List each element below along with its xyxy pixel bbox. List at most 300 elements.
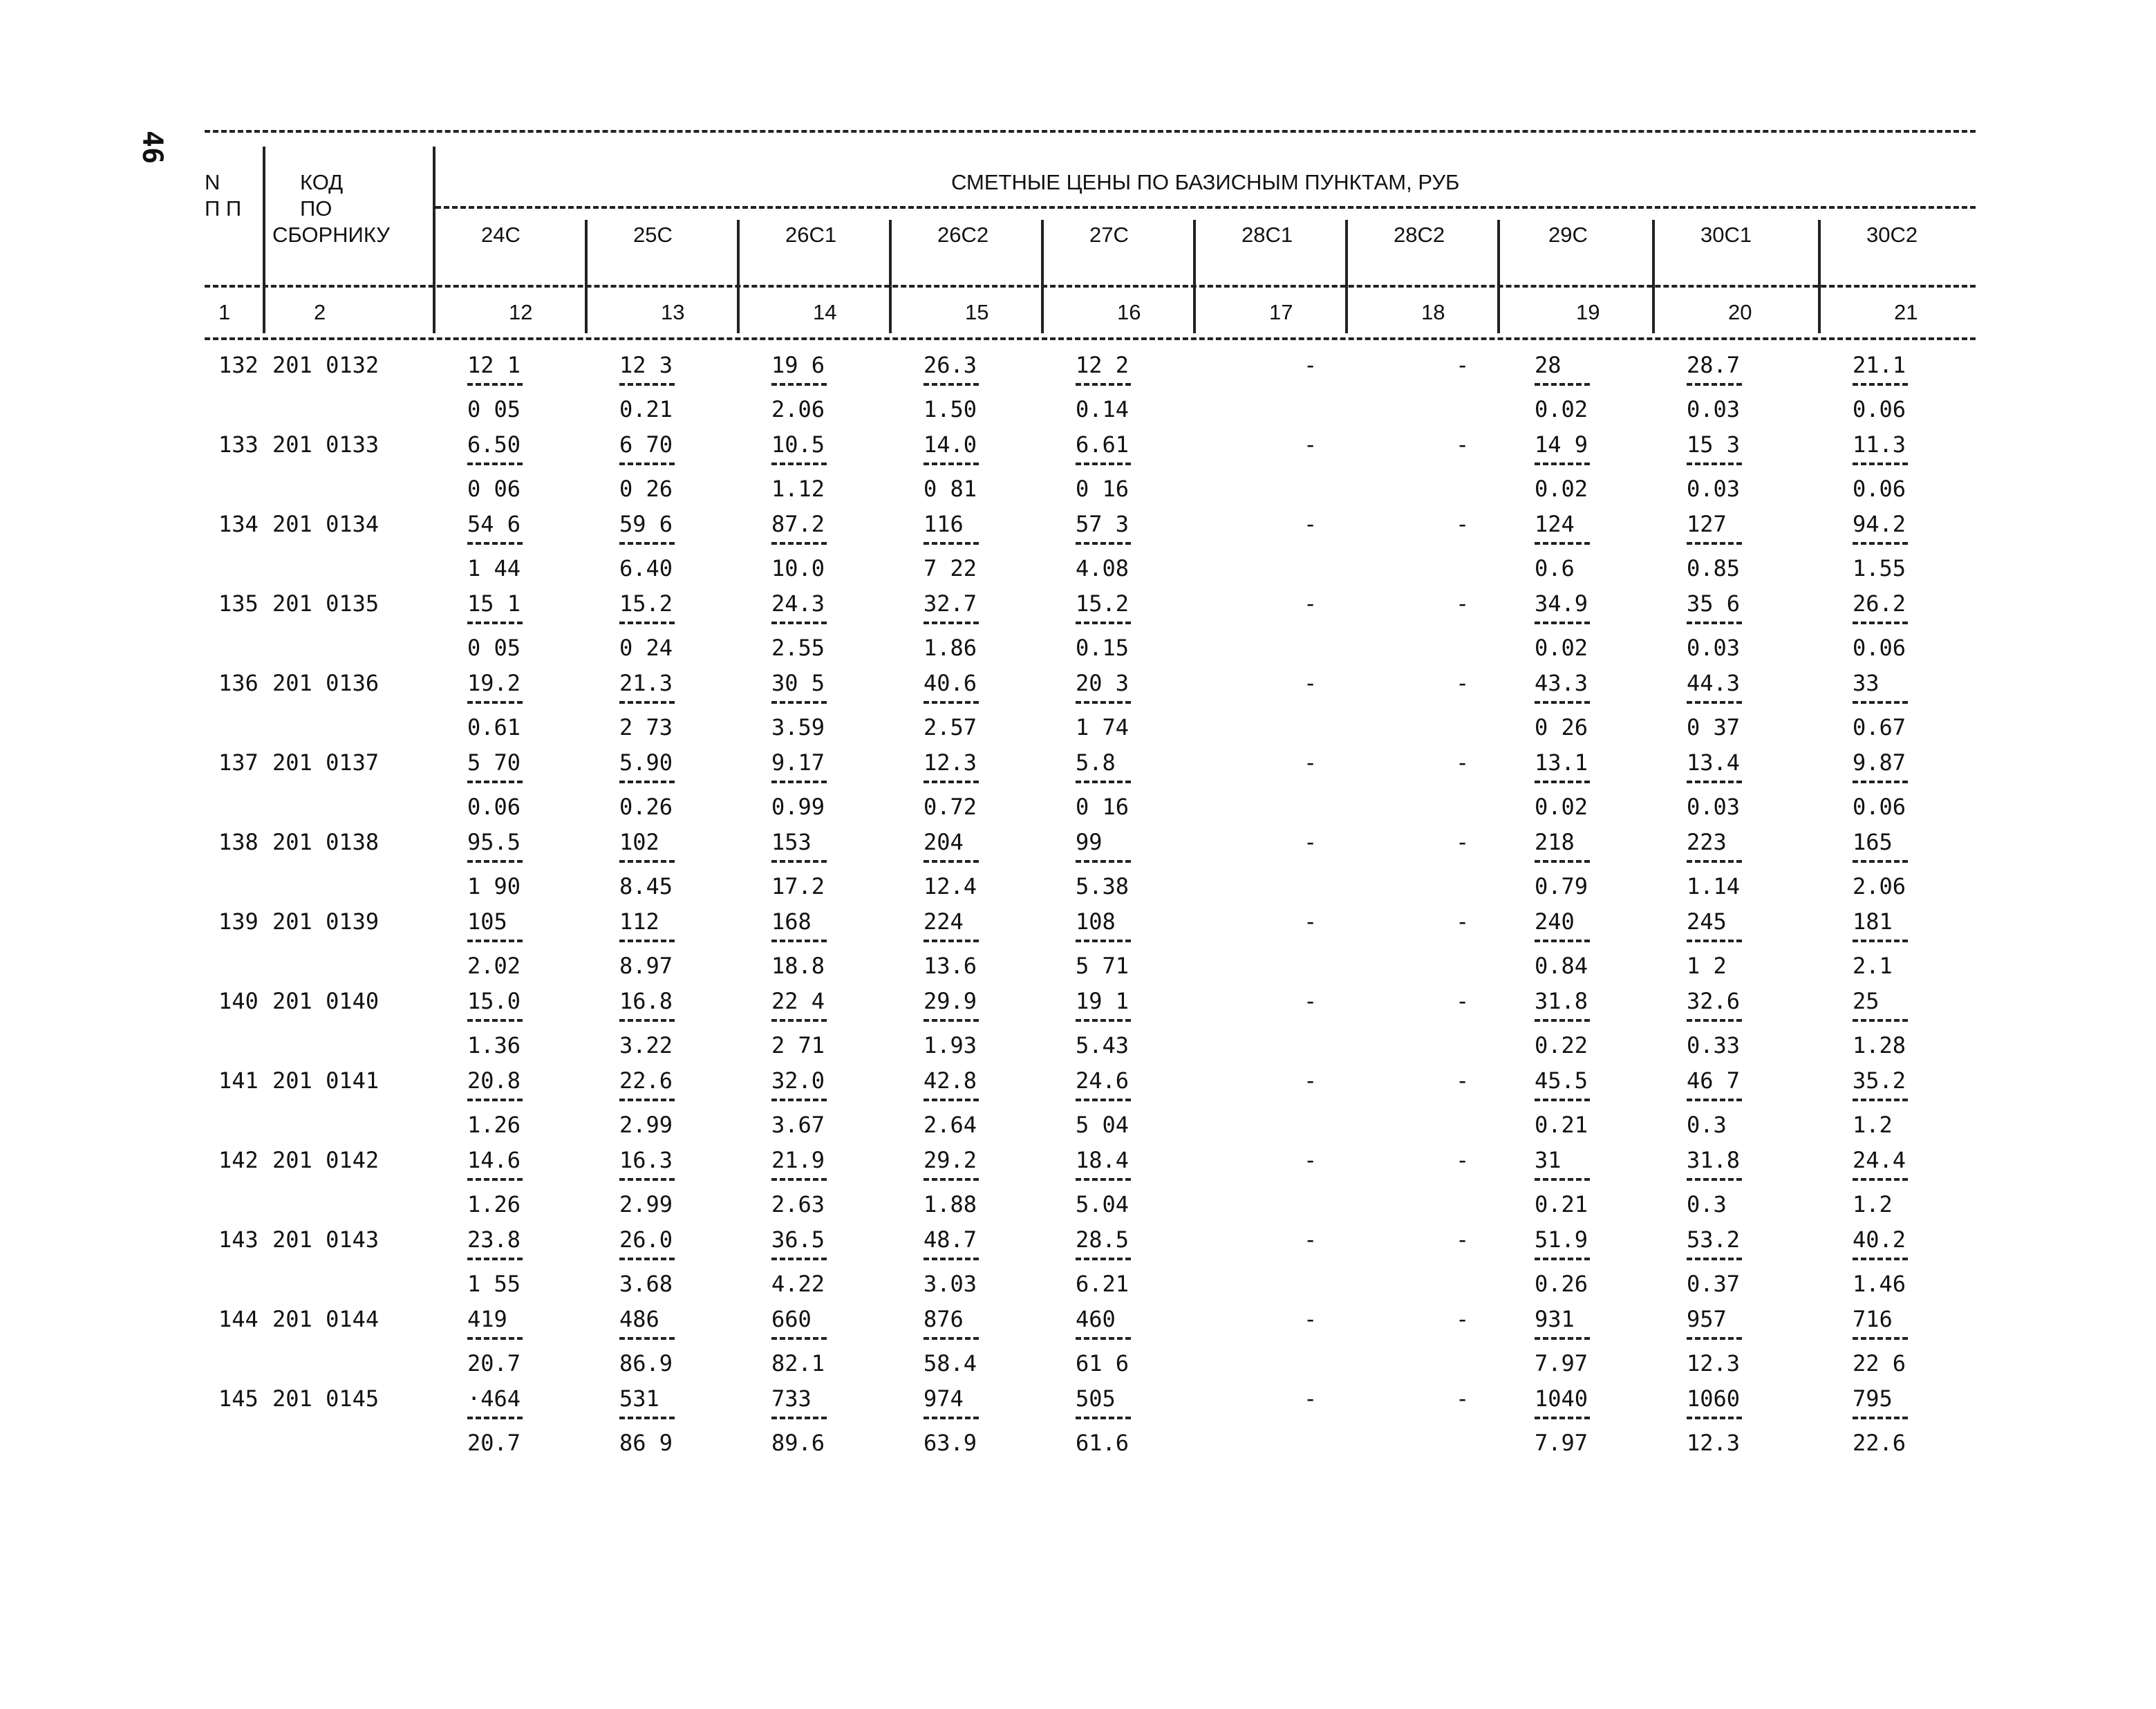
fraction-bar xyxy=(1853,1019,1908,1022)
labor-value: 0 24 xyxy=(619,635,673,661)
price-value: 15.2 xyxy=(619,590,673,617)
price-value: 531 xyxy=(619,1385,659,1412)
fraction-bar xyxy=(619,1019,675,1022)
price-value: 15 3 xyxy=(1687,431,1741,458)
labor-value: 0.67 xyxy=(1853,714,1906,740)
labor-value: 61 6 xyxy=(1076,1350,1129,1376)
labor-value: 2.64 xyxy=(924,1112,977,1138)
fraction-bar xyxy=(924,860,979,863)
price-value: - xyxy=(1304,590,1318,617)
labor-value: 2 73 xyxy=(619,714,673,740)
labor-value: 1 90 xyxy=(467,873,521,899)
price-value: 15.2 xyxy=(1076,590,1129,617)
labor-value: 12.4 xyxy=(924,873,977,899)
labor-value: 20.7 xyxy=(467,1350,521,1376)
fraction-bar xyxy=(1535,940,1590,942)
price-value: - xyxy=(1456,670,1470,696)
row-number: 137 xyxy=(218,749,259,776)
labor-value: 0 81 xyxy=(924,476,977,502)
fraction-bar xyxy=(1535,781,1590,783)
labor-value: 0.06 xyxy=(1853,396,1906,422)
labor-value: 0.02 xyxy=(1535,794,1588,820)
fraction-bar xyxy=(771,940,827,942)
price-value: 24.4 xyxy=(1853,1147,1906,1173)
price-value: 26.0 xyxy=(619,1226,673,1253)
fraction-bar xyxy=(924,1417,979,1419)
row-code: 201 0132 xyxy=(272,352,379,378)
price-value: 116 xyxy=(924,511,964,537)
fraction-bar xyxy=(1076,1417,1131,1419)
price-value: 87.2 xyxy=(771,511,825,537)
point-header-8: 30С1 xyxy=(1700,223,1752,247)
price-value: 30 5 xyxy=(771,670,825,696)
price-value: - xyxy=(1304,1306,1318,1332)
price-value: 54 6 xyxy=(467,511,521,537)
labor-value: 2.06 xyxy=(1853,873,1906,899)
fraction-bar xyxy=(1535,1337,1590,1340)
price-value: - xyxy=(1456,1147,1470,1173)
price-value: 51.9 xyxy=(1535,1226,1588,1253)
price-value: 6.61 xyxy=(1076,431,1129,458)
point-divider xyxy=(1041,220,1044,333)
fraction-bar xyxy=(1535,542,1590,545)
point-header-4: 27С xyxy=(1089,223,1129,247)
price-value: 127 xyxy=(1687,511,1727,537)
labor-value: 0.6 xyxy=(1535,555,1575,581)
column-number-8: 18 xyxy=(1421,300,1445,324)
price-value: 716 xyxy=(1853,1306,1893,1332)
fraction-bar xyxy=(467,463,523,465)
price-value: 10.5 xyxy=(771,431,825,458)
labor-value: 10.0 xyxy=(771,555,825,581)
fraction-bar xyxy=(1853,1178,1908,1181)
column-number-10: 20 xyxy=(1728,300,1752,324)
price-value: 23.8 xyxy=(467,1226,521,1253)
labor-value: 1 74 xyxy=(1076,714,1129,740)
price-value: 22.6 xyxy=(619,1067,673,1094)
price-value: 505 xyxy=(1076,1385,1116,1412)
price-value: - xyxy=(1304,1067,1318,1094)
column-number-6: 16 xyxy=(1117,300,1141,324)
labor-value: 0.79 xyxy=(1535,873,1588,899)
price-value: 36.5 xyxy=(771,1226,825,1253)
fraction-bar xyxy=(771,701,827,704)
price-value: 19 1 xyxy=(1076,988,1129,1014)
price-value: 12 2 xyxy=(1076,352,1129,378)
fraction-bar xyxy=(771,781,827,783)
price-value: 99 xyxy=(1076,829,1103,855)
price-value: 32.0 xyxy=(771,1067,825,1094)
labor-value: 2 71 xyxy=(771,1032,825,1058)
row-code: 201 0139 xyxy=(272,908,379,935)
price-value: - xyxy=(1456,511,1470,537)
fraction-bar xyxy=(1687,940,1742,942)
fraction-bar xyxy=(1076,940,1131,942)
fraction-bar xyxy=(1076,860,1131,863)
price-value: 168 xyxy=(771,908,812,935)
row-code: 201 0133 xyxy=(272,431,379,458)
fraction-bar xyxy=(771,542,827,545)
price-value: 957 xyxy=(1687,1306,1727,1332)
price-value: - xyxy=(1304,1226,1318,1253)
price-value: 12.3 xyxy=(924,749,977,776)
page-number: 46 xyxy=(136,130,169,165)
labor-value: 0.02 xyxy=(1535,635,1588,661)
fraction-bar xyxy=(619,860,675,863)
row-number: 141 xyxy=(218,1067,259,1094)
fraction-bar xyxy=(924,542,979,545)
price-value: 12 1 xyxy=(467,352,521,378)
labor-value: 0.14 xyxy=(1076,396,1129,422)
price-value: 21.9 xyxy=(771,1147,825,1173)
price-value: 245 xyxy=(1687,908,1727,935)
fraction-bar xyxy=(771,1019,827,1022)
column-number-2: 12 xyxy=(509,300,533,324)
price-value: 124 xyxy=(1535,511,1575,537)
labor-value: 8.97 xyxy=(619,953,673,979)
labor-value: 0.33 xyxy=(1687,1032,1741,1058)
price-value: 35.2 xyxy=(1853,1067,1906,1094)
price-value: - xyxy=(1456,1226,1470,1253)
price-value: - xyxy=(1304,1385,1318,1412)
price-value: - xyxy=(1456,749,1470,776)
fraction-bar xyxy=(1853,1099,1908,1101)
price-value: 29.2 xyxy=(924,1147,977,1173)
price-value: 795 xyxy=(1853,1385,1893,1412)
price-value: - xyxy=(1456,1385,1470,1412)
fraction-bar xyxy=(619,1337,675,1340)
labor-value: 2.55 xyxy=(771,635,825,661)
fraction-bar xyxy=(771,1178,827,1181)
price-value: - xyxy=(1456,431,1470,458)
fraction-bar xyxy=(619,1417,675,1419)
price-value: 733 xyxy=(771,1385,812,1412)
labor-value: 6.40 xyxy=(619,555,673,581)
price-value: 25 xyxy=(1853,988,1880,1014)
point-divider xyxy=(737,220,740,333)
labor-value: 0 05 xyxy=(467,396,521,422)
labor-value: 1.26 xyxy=(467,1191,521,1217)
labor-value: 0 26 xyxy=(1535,714,1588,740)
row-code: 201 0142 xyxy=(272,1147,379,1173)
price-value: 204 xyxy=(924,829,964,855)
fraction-bar xyxy=(1853,1337,1908,1340)
labor-value: 0.06 xyxy=(1853,476,1906,502)
labor-value: 0.15 xyxy=(1076,635,1129,661)
labor-value: 5.43 xyxy=(1076,1032,1129,1058)
fraction-bar xyxy=(1687,463,1742,465)
header-code: КОД xyxy=(300,170,344,194)
price-value: 9.17 xyxy=(771,749,825,776)
price-value: 660 xyxy=(771,1306,812,1332)
row-number: 142 xyxy=(218,1147,259,1173)
price-value: 44.3 xyxy=(1687,670,1741,696)
header-top-rule xyxy=(205,130,1976,133)
fraction-bar xyxy=(1076,622,1131,624)
point-divider xyxy=(1818,220,1821,333)
price-value: 31.8 xyxy=(1535,988,1588,1014)
column-number-11: 21 xyxy=(1894,300,1918,324)
price-value: 42.8 xyxy=(924,1067,977,1094)
price-value: 48.7 xyxy=(924,1226,977,1253)
labor-value: 1.88 xyxy=(924,1191,977,1217)
price-value: 6.50 xyxy=(467,431,521,458)
price-value: - xyxy=(1456,1067,1470,1094)
fraction-bar xyxy=(1853,701,1908,704)
price-value: 240 xyxy=(1535,908,1575,935)
point-divider xyxy=(1497,220,1500,333)
labor-value: 2.99 xyxy=(619,1191,673,1217)
labor-value: 4.22 xyxy=(771,1271,825,1297)
fraction-bar xyxy=(1535,1019,1590,1022)
fraction-bar xyxy=(619,1178,675,1181)
labor-value: 0.26 xyxy=(1535,1271,1588,1297)
fraction-bar xyxy=(1687,622,1742,624)
fraction-bar xyxy=(1853,781,1908,783)
fraction-bar xyxy=(1535,1258,1590,1260)
price-value: - xyxy=(1304,749,1318,776)
price-value: - xyxy=(1456,352,1470,378)
labor-value: 13.6 xyxy=(924,953,977,979)
labor-value: 0.72 xyxy=(924,794,977,820)
labor-value: 22.6 xyxy=(1853,1430,1906,1456)
labor-value: 61.6 xyxy=(1076,1430,1129,1456)
price-value: - xyxy=(1456,590,1470,617)
price-value: 20 3 xyxy=(1076,670,1129,696)
price-value: 35 6 xyxy=(1687,590,1741,617)
row-code: 201 0137 xyxy=(272,749,379,776)
labor-value: 22 6 xyxy=(1853,1350,1906,1376)
price-value: 95.5 xyxy=(467,829,521,855)
labor-value: 1.55 xyxy=(1853,555,1906,581)
fraction-bar xyxy=(467,542,523,545)
fraction-bar xyxy=(1853,860,1908,863)
fraction-bar xyxy=(467,1099,523,1101)
fraction-bar xyxy=(467,1417,523,1419)
price-value: 28.5 xyxy=(1076,1226,1129,1253)
labor-value: 0 16 xyxy=(1076,794,1129,820)
fraction-bar xyxy=(467,860,523,863)
fraction-bar xyxy=(467,1258,523,1260)
labor-value: 0.3 xyxy=(1687,1112,1727,1138)
fraction-bar xyxy=(924,1099,979,1101)
labor-value: 3.68 xyxy=(619,1271,673,1297)
labor-value: 1.2 xyxy=(1853,1112,1893,1138)
labor-value: 0.22 xyxy=(1535,1032,1588,1058)
price-value: 224 xyxy=(924,908,964,935)
fraction-bar xyxy=(924,622,979,624)
price-value: - xyxy=(1304,352,1318,378)
row-code: 201 0140 xyxy=(272,988,379,1014)
price-value: 31.8 xyxy=(1687,1147,1741,1173)
row-number: 132 xyxy=(218,352,259,378)
fraction-bar xyxy=(1535,1417,1590,1419)
header-bottom-rule xyxy=(205,337,1976,340)
labor-value: 0 05 xyxy=(467,635,521,661)
price-value: 419 xyxy=(467,1306,507,1332)
price-value: 165 xyxy=(1853,829,1893,855)
column-number-0: 1 xyxy=(218,300,231,324)
price-value: 26.3 xyxy=(924,352,977,378)
row-code: 201 0141 xyxy=(272,1067,379,1094)
fraction-bar xyxy=(1535,383,1590,386)
price-value: 14 9 xyxy=(1535,431,1588,458)
price-value: 59 6 xyxy=(619,511,673,537)
labor-value: 82.1 xyxy=(771,1350,825,1376)
labor-value: 0.26 xyxy=(619,794,673,820)
point-header-0: 24С xyxy=(481,223,521,247)
labor-value: 0.37 xyxy=(1687,1271,1741,1297)
row-number: 140 xyxy=(218,988,259,1014)
price-value: 26.2 xyxy=(1853,590,1906,617)
price-value: 5.8 xyxy=(1076,749,1116,776)
fraction-bar xyxy=(1853,1417,1908,1419)
price-value: - xyxy=(1304,670,1318,696)
fraction-bar xyxy=(619,701,675,704)
fraction-bar xyxy=(1535,622,1590,624)
price-value: 105 xyxy=(467,908,507,935)
price-value: 34.9 xyxy=(1535,590,1588,617)
row-number: 145 xyxy=(218,1385,259,1412)
price-value: 46 7 xyxy=(1687,1067,1741,1094)
labor-value: 0.06 xyxy=(467,794,521,820)
point-header-1: 25С xyxy=(633,223,673,247)
labor-value: 0.21 xyxy=(1535,1191,1588,1217)
fraction-bar xyxy=(924,383,979,386)
price-value: 1060 xyxy=(1687,1385,1741,1412)
price-value: 45.5 xyxy=(1535,1067,1588,1094)
price-value: 460 xyxy=(1076,1306,1116,1332)
labor-value: 2.1 xyxy=(1853,953,1893,979)
row-code: 201 0144 xyxy=(272,1306,379,1332)
header-n: N xyxy=(205,170,221,194)
labor-value: 2.57 xyxy=(924,714,977,740)
price-value: 20.8 xyxy=(467,1067,521,1094)
labor-value: 5.04 xyxy=(1076,1191,1129,1217)
labor-value: 0.03 xyxy=(1687,635,1741,661)
price-value: 14.0 xyxy=(924,431,977,458)
fraction-bar xyxy=(467,1019,523,1022)
price-value: 11.3 xyxy=(1853,431,1906,458)
labor-value: 5 04 xyxy=(1076,1112,1129,1138)
header-group-rule xyxy=(435,206,1976,209)
labor-value: 63.9 xyxy=(924,1430,977,1456)
fraction-bar xyxy=(619,383,675,386)
price-value: 24.3 xyxy=(771,590,825,617)
fraction-bar xyxy=(1853,383,1908,386)
row-code: 201 0145 xyxy=(272,1385,379,1412)
price-value: 21.1 xyxy=(1853,352,1906,378)
price-value: - xyxy=(1304,1147,1318,1173)
labor-value: 1.93 xyxy=(924,1032,977,1058)
fraction-bar xyxy=(467,781,523,783)
fraction-bar xyxy=(771,1337,827,1340)
price-value: 57 3 xyxy=(1076,511,1129,537)
fraction-bar xyxy=(1535,1099,1590,1101)
fraction-bar xyxy=(1687,542,1742,545)
labor-value: 1.2 xyxy=(1853,1191,1893,1217)
labor-value: 0 16 xyxy=(1076,476,1129,502)
fraction-bar xyxy=(1535,701,1590,704)
labor-value: 0.3 xyxy=(1687,1191,1727,1217)
labor-value: 2.99 xyxy=(619,1112,673,1138)
fraction-bar xyxy=(1853,463,1908,465)
price-value: - xyxy=(1304,511,1318,537)
labor-value: 1.28 xyxy=(1853,1032,1906,1058)
fraction-bar xyxy=(1076,1178,1131,1181)
labor-value: 6.21 xyxy=(1076,1271,1129,1297)
header-code-line2: ПО xyxy=(300,196,332,221)
price-value: 32.7 xyxy=(924,590,977,617)
labor-value: 20.7 xyxy=(467,1430,521,1456)
fraction-bar xyxy=(924,1258,979,1260)
price-value: - xyxy=(1456,988,1470,1014)
header-numbers-rule xyxy=(205,285,1976,288)
labor-value: 0 26 xyxy=(619,476,673,502)
row-code: 201 0143 xyxy=(272,1226,379,1253)
price-value: 31 xyxy=(1535,1147,1562,1173)
price-value: - xyxy=(1456,908,1470,935)
labor-value: 5 71 xyxy=(1076,953,1129,979)
labor-value: 1.50 xyxy=(924,396,977,422)
labor-value: 0.84 xyxy=(1535,953,1588,979)
labor-value: 2.63 xyxy=(771,1191,825,1217)
labor-value: 0.21 xyxy=(619,396,673,422)
price-value: 112 xyxy=(619,908,659,935)
price-value: 12 3 xyxy=(619,352,673,378)
labor-value: 3.03 xyxy=(924,1271,977,1297)
labor-value: 0.99 xyxy=(771,794,825,820)
fraction-bar xyxy=(1076,383,1131,386)
row-number: 139 xyxy=(218,908,259,935)
fraction-bar xyxy=(1076,463,1131,465)
price-value: 153 xyxy=(771,829,812,855)
price-value: - xyxy=(1456,829,1470,855)
labor-value: 58.4 xyxy=(924,1350,977,1376)
fraction-bar xyxy=(1076,1019,1131,1022)
row-code: 201 0134 xyxy=(272,511,379,537)
fraction-bar xyxy=(467,940,523,942)
price-value: 40.2 xyxy=(1853,1226,1906,1253)
fraction-bar xyxy=(1687,1337,1742,1340)
price-value: - xyxy=(1304,829,1318,855)
price-value: 24.6 xyxy=(1076,1067,1129,1094)
labor-value: 0.61 xyxy=(467,714,521,740)
labor-value: 86 9 xyxy=(619,1430,673,1456)
column-number-4: 14 xyxy=(813,300,837,324)
labor-value: 3.22 xyxy=(619,1032,673,1058)
price-value: 5.90 xyxy=(619,749,673,776)
fraction-bar xyxy=(1687,1019,1742,1022)
fraction-bar xyxy=(1687,1099,1742,1101)
point-header-2: 26С1 xyxy=(785,223,837,247)
labor-value: 5.38 xyxy=(1076,873,1129,899)
column-number-5: 15 xyxy=(965,300,989,324)
price-value: 19 6 xyxy=(771,352,825,378)
labor-value: 0.03 xyxy=(1687,794,1741,820)
price-value: 9.87 xyxy=(1853,749,1906,776)
fraction-bar xyxy=(619,542,675,545)
labor-value: 0.02 xyxy=(1535,476,1588,502)
row-code: 201 0138 xyxy=(272,829,379,855)
fraction-bar xyxy=(1853,1258,1908,1260)
column-number-1: 2 xyxy=(314,300,326,324)
price-value: 14.6 xyxy=(467,1147,521,1173)
point-header-6: 28С2 xyxy=(1394,223,1445,247)
row-number: 133 xyxy=(218,431,259,458)
fraction-bar xyxy=(1687,781,1742,783)
column-number-7: 17 xyxy=(1269,300,1293,324)
